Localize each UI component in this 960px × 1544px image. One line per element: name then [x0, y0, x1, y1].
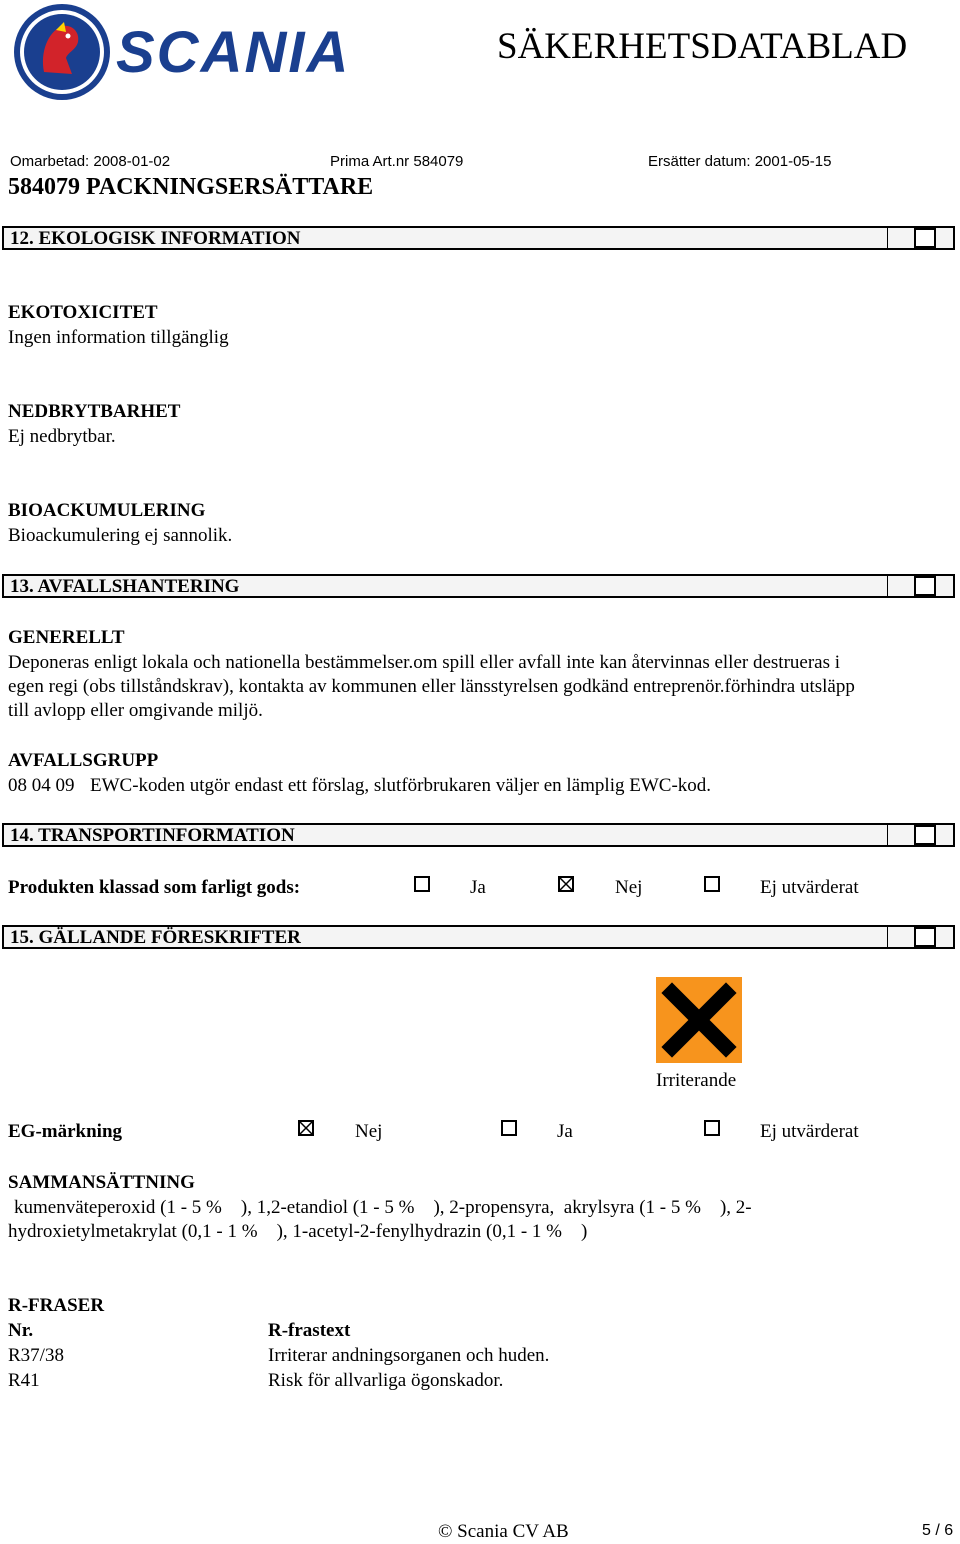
dangerous-goods-question: Produkten klassad som farligt gods:	[8, 877, 301, 898]
general-text-line-2: egen regi (obs tillståndskrav), kontakta av kommunen eller länsstyrelsen godkänd entreprenör.förhindra utsläpp	[8, 676, 855, 697]
replaces-date: Ersätter datum: 2001-05-15	[648, 153, 832, 170]
dangerous-goods-ja-label: Ja	[470, 877, 486, 898]
ecotoxicity-text: Ingen information tillgänglig	[8, 327, 229, 348]
eg-nej-label: Nej	[355, 1121, 383, 1142]
bioaccumulation-heading: BIOACKUMULERING	[8, 500, 206, 521]
brand-wordmark: SCANIA	[116, 20, 351, 85]
composition-line-2: hydroxietylmetakrylat (0,1 - 1 % ), 1-acetyl-2-fenylhydrazin (0,1 - 1 % )	[8, 1221, 588, 1242]
dangerous-goods-ej-checkbox[interactable]	[704, 876, 720, 892]
section-15-title: 15. GÄLLANDE FÖRESKRIFTER	[10, 927, 301, 948]
footer-page-number: 5 / 6	[922, 1522, 954, 1539]
check-x-icon	[560, 878, 572, 890]
general-text-line-3: till avlopp eller omgivande miljö.	[8, 700, 263, 721]
eg-ej-label: Ej utvärderat	[760, 1121, 859, 1142]
scania-logo	[6, 2, 376, 102]
eg-ja-checkbox[interactable]	[501, 1120, 517, 1136]
r-phrase-nr: R37/38	[8, 1345, 64, 1366]
section-13-header	[2, 574, 955, 598]
dangerous-goods-nej-checkbox[interactable]	[558, 876, 574, 892]
r-phrase-text: Risk för allvarliga ögonskador.	[268, 1370, 504, 1391]
r-phrase-nr: R41	[8, 1370, 40, 1391]
dangerous-goods-ej-label: Ej utvärderat	[760, 877, 859, 898]
general-heading: GENERELLT	[8, 627, 125, 648]
hazard-label: Irriterande	[656, 1070, 737, 1091]
dangerous-goods-ja-checkbox[interactable]	[414, 876, 430, 892]
section-12-title: 12. EKOLOGISK INFORMATION	[10, 228, 301, 249]
composition-line-1: kumenväteperoxid (1 - 5 % ), 1,2-etandiol (1 - 5 % ), 2-propensyra, akrylsyra (1 - 5 % ), 2-	[14, 1197, 752, 1218]
dangerous-goods-nej-label: Nej	[615, 877, 643, 898]
eg-marking-label: EG-märkning	[8, 1121, 123, 1142]
section-15-header	[2, 925, 955, 949]
eg-ja-label: Ja	[557, 1121, 573, 1142]
article-number: Prima Art.nr 584079	[330, 153, 464, 170]
revised-date: Omarbetad: 2008-01-02	[10, 153, 171, 170]
section-13-title: 13. AVFALLSHANTERING	[10, 576, 240, 597]
degradability-heading: NEDBRYTBARHET	[8, 401, 181, 422]
section-checkbox	[914, 228, 936, 248]
r-phrases-text-header: R-frastext	[268, 1320, 351, 1341]
section-14-title: 14. TRANSPORTINFORMATION	[10, 825, 295, 846]
check-x-icon	[300, 1122, 312, 1134]
bioaccumulation-text: Bioackumulering ej sannolik.	[8, 525, 233, 546]
r-phrases-heading: R-FRASER	[8, 1295, 105, 1316]
r-phrases-nr-header: Nr.	[8, 1320, 34, 1341]
section-checkbox	[914, 927, 936, 947]
general-text-line-1: Deponeras enligt lokala och nationella bestämmelser.om spill eller avfall inte kan återvinnas eller destrueras i	[8, 652, 841, 673]
hazard-x-icon	[656, 977, 742, 1063]
waste-group-heading: AVFALLSGRUPP	[8, 750, 159, 771]
eg-ej-checkbox[interactable]	[704, 1120, 720, 1136]
section-12-header	[2, 226, 955, 250]
degradability-text: Ej nedbrytbar.	[8, 426, 116, 447]
section-14-header	[2, 823, 955, 847]
footer-copyright: © Scania CV AB	[438, 1521, 569, 1542]
product-name: 584079 PACKNINGSERSÄTTARE	[8, 174, 374, 200]
r-phrase-text: Irriterar andningsorganen och huden.	[268, 1345, 550, 1366]
section-checkbox	[914, 825, 936, 845]
section-checkbox	[914, 576, 936, 596]
composition-heading: SAMMANSÄTTNING	[8, 1172, 195, 1193]
document-title: SÄKERHETSDATABLAD	[497, 26, 908, 67]
waste-code: 08 04 09	[8, 775, 75, 796]
eg-nej-checkbox[interactable]	[298, 1120, 314, 1136]
irritant-hazard-symbol	[656, 977, 742, 1063]
ecotoxicity-heading: EKOTOXICITET	[8, 302, 158, 323]
waste-code-text: EWC-koden utgör endast ett förslag, slutförbrukaren väljer en lämplig EWC-kod.	[90, 775, 712, 796]
